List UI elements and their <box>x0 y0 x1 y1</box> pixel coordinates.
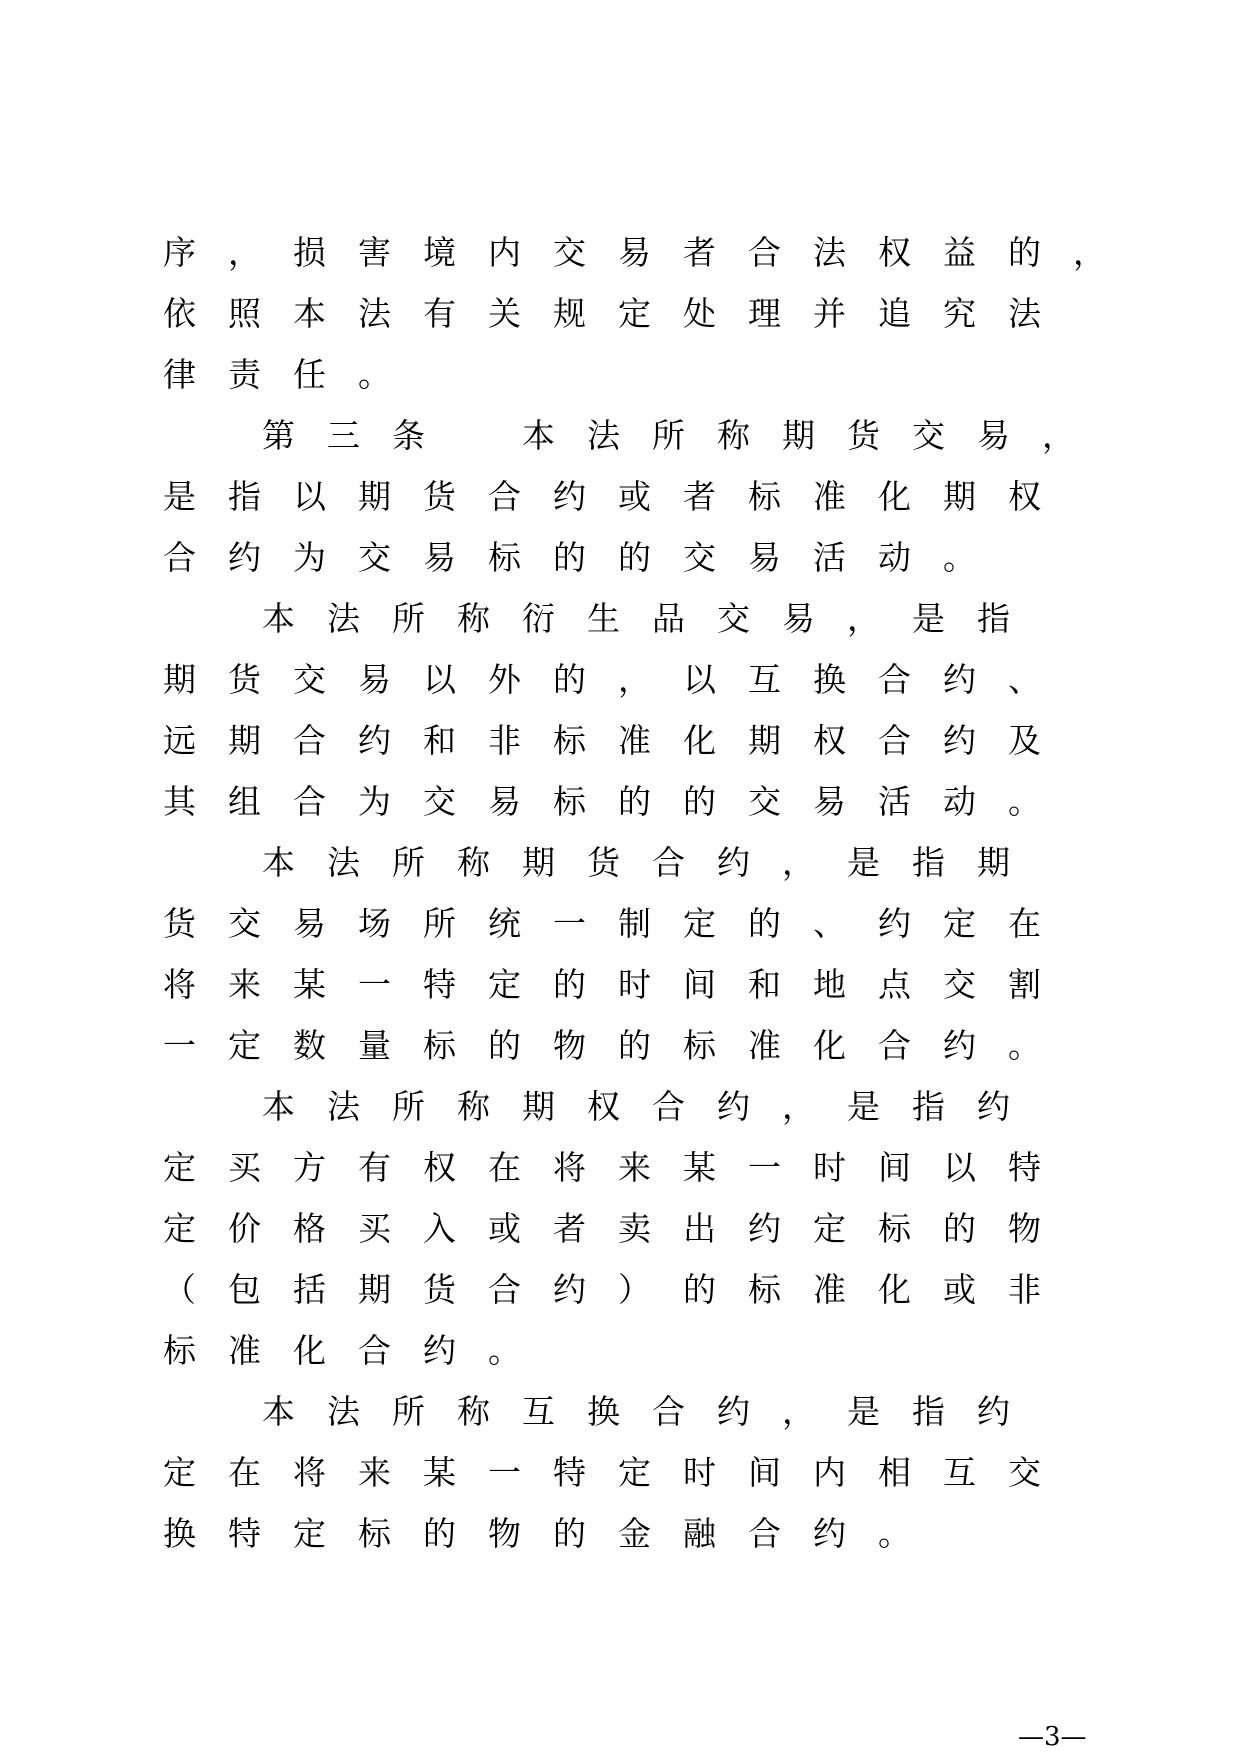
text-line: 是指以期货合约或者标准化期权 <box>163 477 1073 516</box>
text-line: 标准化合约。 <box>163 1331 553 1370</box>
text-line: 依照本法有关规定处理并追究法 <box>163 294 1073 333</box>
article-heading-line: 第三条 本法所称期货交易， <box>262 416 1107 455</box>
page-number: —3— <box>1018 1722 1087 1752</box>
text-line: 序，损害境内交易者合法权益的， <box>163 233 1138 272</box>
text-line: 定在将来某一特定时间内相互交 <box>163 1453 1073 1492</box>
document-body <box>163 222 1138 1564</box>
text-line: 定价格买入或者卖出约定标的物 <box>163 1209 1073 1248</box>
text-line: 换特定标的物的金融合约。 <box>163 1514 943 1553</box>
text-line: 定买方有权在将来某一时间以特 <box>163 1148 1073 1187</box>
paragraph-start-line: 本法所称互换合约，是指约 <box>262 1392 1042 1431</box>
paragraph-start-line: 本法所称衍生品交易，是指 <box>262 599 1042 638</box>
text-line: 律责任。 <box>163 355 423 394</box>
text-line: 货交易场所统一制定的、约定在 <box>163 904 1073 943</box>
text-line: 一定数量标的物的标准化合约。 <box>163 1026 1073 1065</box>
text-line: （包括期货合约）的标准化或非 <box>163 1270 1073 1309</box>
text-line: 其组合为交易标的的交易活动。 <box>163 782 1073 821</box>
paragraph-start-line: 本法所称期货合约，是指期 <box>262 843 1042 882</box>
text-line: 期货交易以外的，以互换合约、 <box>163 660 1073 699</box>
text-line: 合约为交易标的的交易活动。 <box>163 538 1008 577</box>
text-line: 远期合约和非标准化期权合约及 <box>163 721 1073 760</box>
text-line: 将来某一特定的时间和地点交割 <box>163 965 1073 1004</box>
paragraph-start-line: 本法所称期权合约，是指约 <box>262 1087 1042 1126</box>
